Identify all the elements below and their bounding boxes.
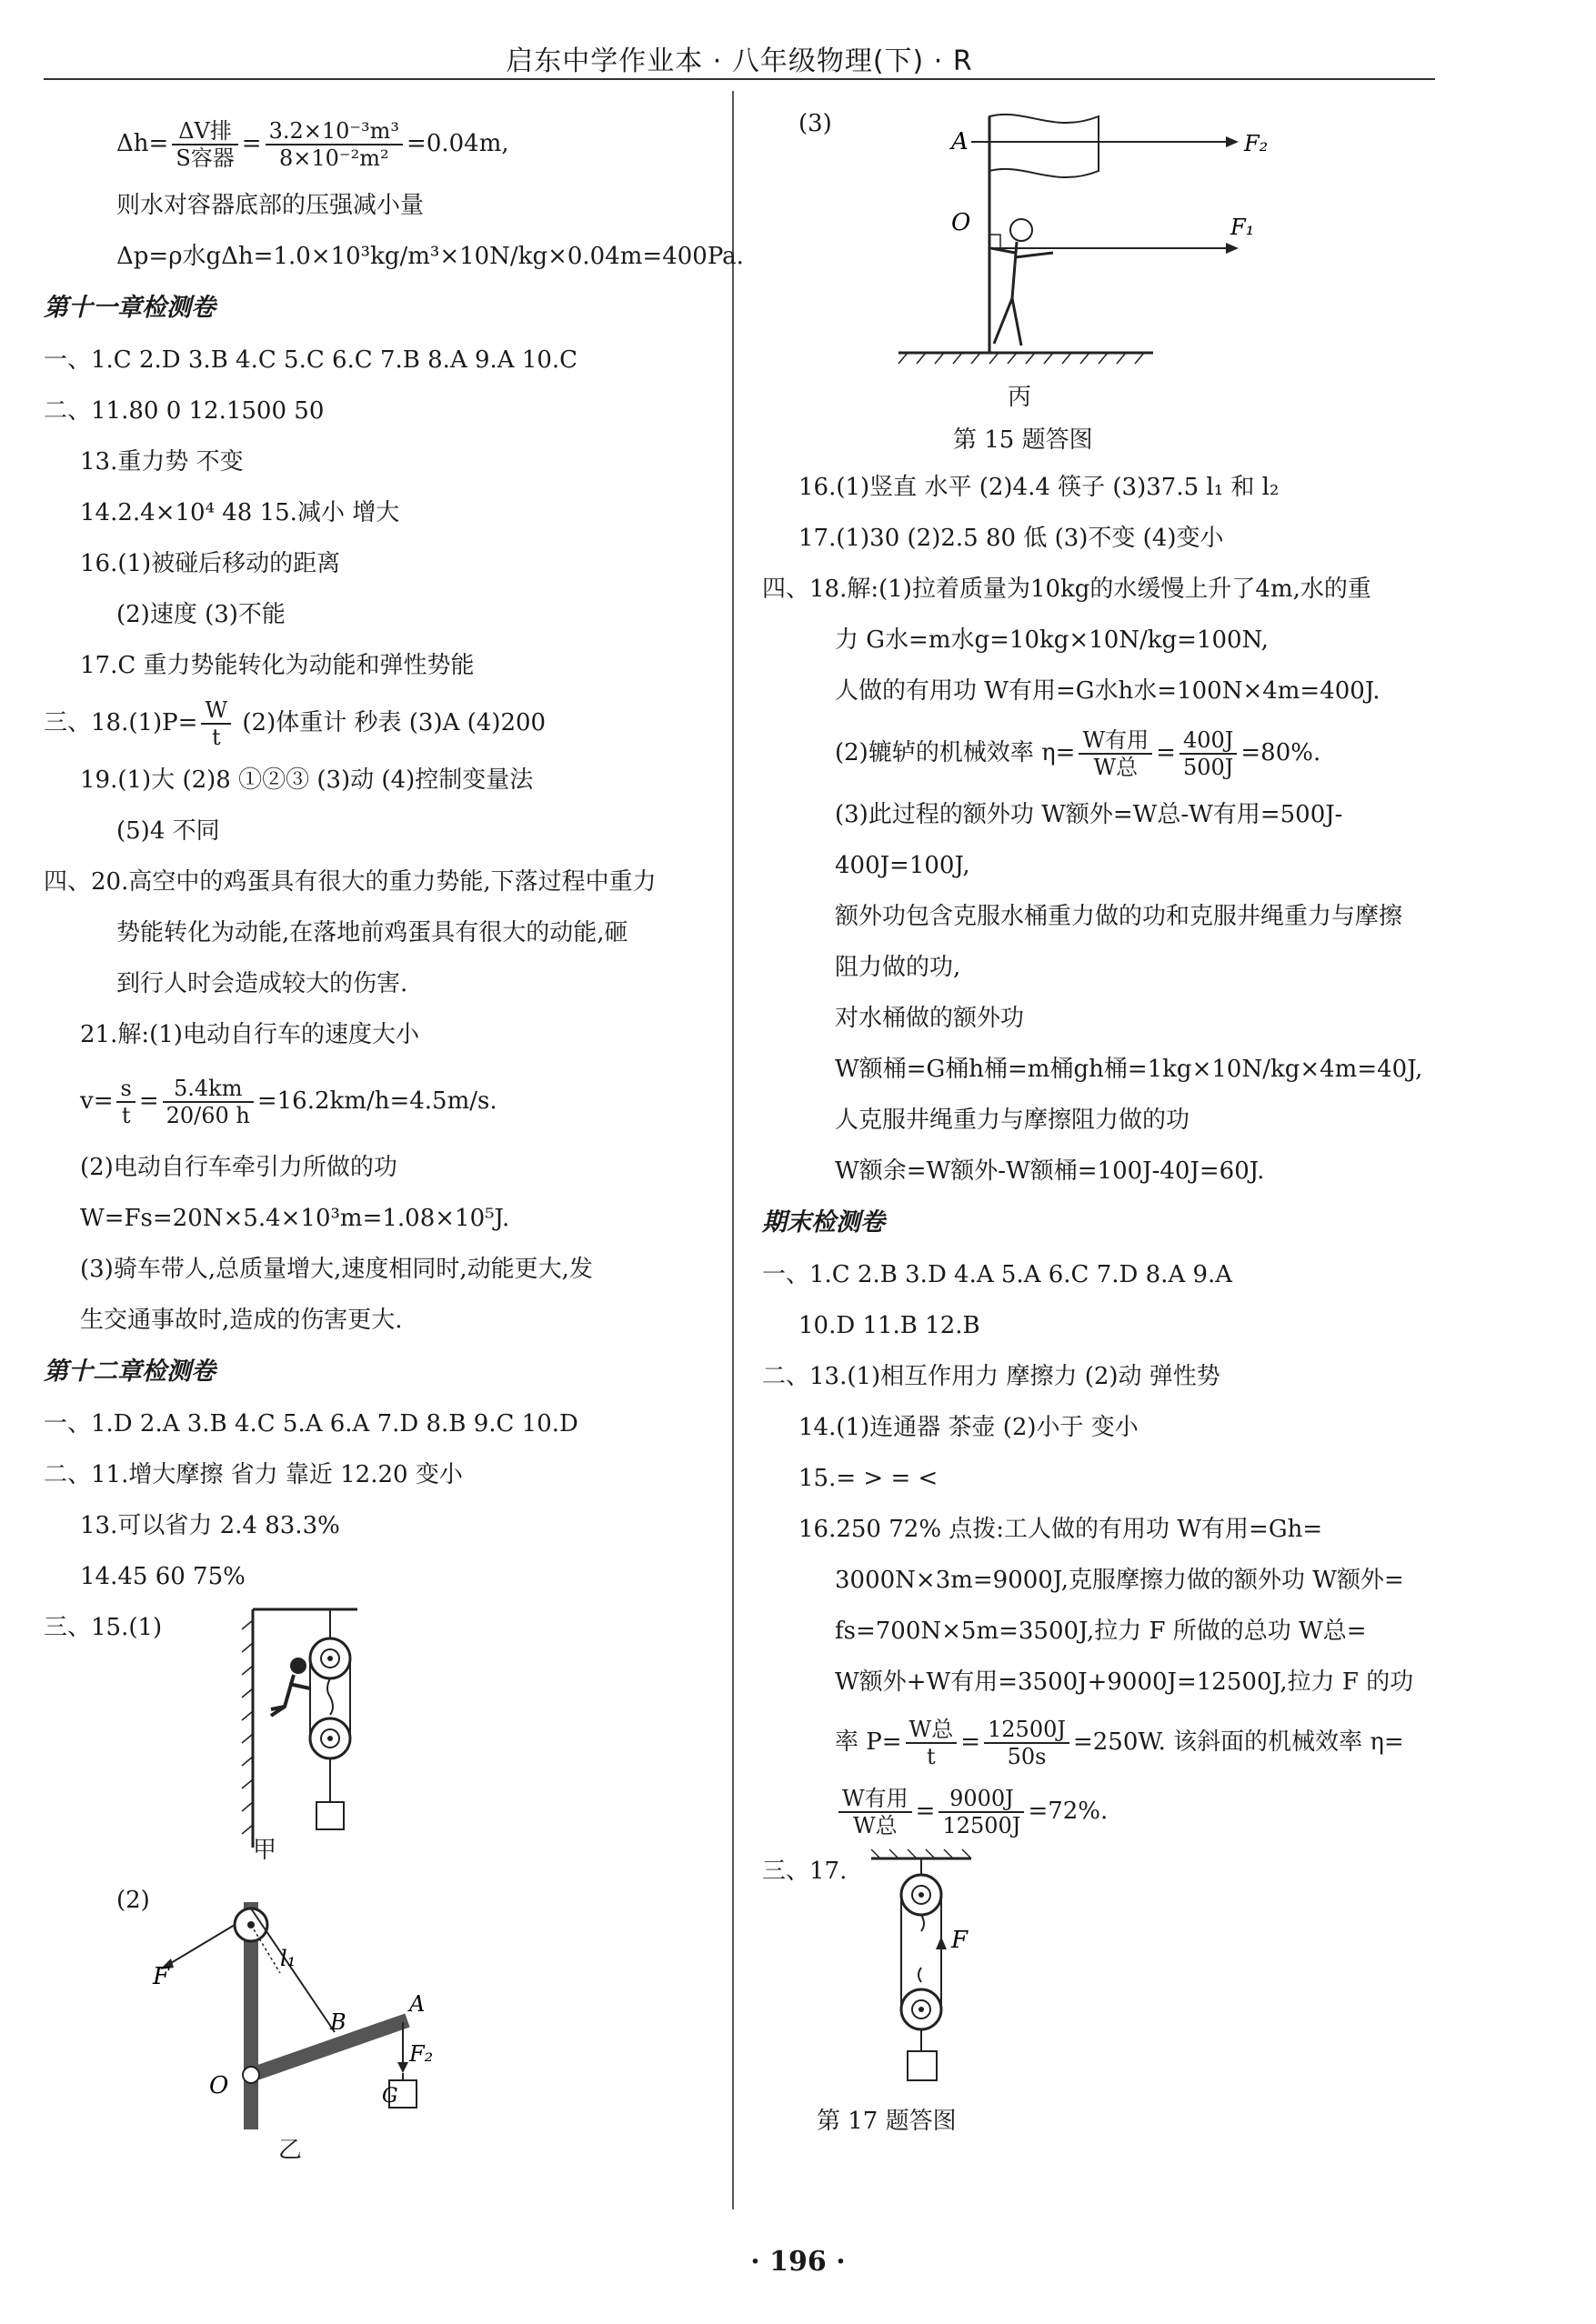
fraction (163, 1076, 254, 1128)
fraction (201, 697, 231, 750)
numerator: W (201, 697, 231, 725)
answer-line: 二、11.增大摩擦 省力 靠近 12.20 变小 (44, 1461, 463, 1488)
label-O: O (209, 2072, 229, 2099)
label-O: O (951, 209, 971, 236)
answer-line: 16.(1)被碰后移动的距离 (80, 550, 341, 577)
denominator: W总 (853, 1813, 898, 1838)
answer-line: 三、17. (762, 1858, 848, 1885)
flag-diagram-bing (835, 107, 1344, 407)
answer-line: W额余=W额外-W额桶=100J-40J=60J. (835, 1157, 1265, 1185)
denominator: 8×10⁻²m² (279, 145, 389, 171)
answer-line: 14.45 60 75% (80, 1563, 246, 1590)
figure-17 (762, 1846, 1435, 2146)
formula-text: 三、18.(1)P= (44, 709, 198, 736)
fraction (172, 118, 237, 171)
numerator: 3.2×10⁻³m³ (266, 118, 403, 145)
answer-line: W=Fs=20N×5.4×10³m=1.08×10⁵J. (80, 1205, 510, 1232)
text-line: Δp=ρ水gΔh=1.0×10³kg/m³×10N/kg×0.04m=400Pa. (116, 243, 744, 270)
right-column (762, 107, 1435, 2146)
answer-line: 一、1.D 2.A 3.B 4.C 5.A 6.A 7.D 8.B 9.C 10.D (44, 1410, 578, 1437)
numerator: 400J (1179, 727, 1237, 755)
left-column (44, 107, 744, 2166)
answer-line: 16.250 72% 点拨:工人做的有用功 W有用=Gh= (798, 1516, 1323, 1543)
numerator: s (116, 1076, 135, 1103)
label-F2: F₂ (409, 2041, 434, 2067)
numerator: 5.4km (163, 1076, 254, 1103)
answer-line: 3000N×3m=9000J,克服摩擦力做的额外功 W额外= (835, 1567, 1404, 1594)
numerator: W有用 (1079, 727, 1152, 755)
answer-line: 二、11.80 0 12.1500 50 (44, 397, 325, 425)
answer-line: 对水桶做的额外功 (835, 1005, 1025, 1032)
formula-efficiency: (2)辘轳的机械效率 η= $\frac{\text{W有用}}{\text{W总}}$ = $\frac{400J}{500J}$ =80%. (835, 727, 1321, 780)
denominator: 50s (1007, 1744, 1047, 1769)
answer-line: (3)骑车带人,总质量增大,速度相同时,动能更大,发 (80, 1256, 593, 1283)
answer-line: 17.(1)30 (2)2.5 80 低 (3)不变 (4)变小 (798, 525, 1224, 552)
formula-text: v= (80, 1087, 114, 1115)
denominator: t (121, 1103, 131, 1128)
denominator: 500J (1182, 755, 1234, 780)
formula-power: 率 P= $\frac{\text{W总}}{t}$ = $\frac{12500J}{50s}$ =250W. 该斜面的机械效率 η= (835, 1717, 1404, 1769)
answer-line: 17.C 重力势能转化为动能和弹性势能 (80, 652, 475, 679)
answer-line: W额桶=G桶h桶=m桶gh桶=1kg×10N/kg×4m=40J, (835, 1056, 1423, 1083)
label-F1: F₁ (1230, 215, 1255, 240)
answer-line: 三、15.(1) (44, 1614, 163, 1641)
numerator: W有用 (838, 1786, 912, 1813)
answer-line: 10.D 11.B 12.B (798, 1312, 980, 1339)
answer-line: 16.(1)竖直 水平 (2)4.4 筷子 (3)37.5 l₁ 和 l₂ (798, 474, 1280, 501)
figure-bing (762, 107, 1435, 462)
answer-line: 生交通事故时,造成的伤害更大. (80, 1307, 403, 1334)
formula-text: =72%. (1028, 1798, 1109, 1825)
answer-line: 14.2.4×10⁴ 48 15.减小 增大 (80, 499, 400, 526)
denominator: 12500J (942, 1813, 1021, 1838)
figure-caption: 甲 (253, 1837, 277, 1864)
answer-line: fs=700N×5m=3500J,拉力 F 所做的总功 W总= (835, 1618, 1367, 1645)
answer-line: 13.可以省力 2.4 83.3% (80, 1512, 340, 1539)
formula-text: (2)体重计 秒表 (3)A (4)200 (235, 709, 547, 736)
figure-jia (44, 1602, 718, 1866)
answer-line: 一、1.C 2.D 3.B 4.C 5.C 6.C 7.B 8.A 9.A 10.C (44, 346, 578, 374)
numerator: W总 (906, 1717, 958, 1744)
numerator: 9000J (939, 1786, 1024, 1813)
answer-line: 15.= > = < (798, 1465, 939, 1492)
page-number: · 196 · (750, 2246, 846, 2278)
section-title-ch12: 第十二章检测卷 (44, 1357, 216, 1386)
denominator: t (211, 725, 221, 750)
fraction (1179, 727, 1237, 780)
formula-text: =250W. 该斜面的机械效率 η= (1072, 1728, 1404, 1756)
text-line: 则水对容器底部的压强减小量 (116, 192, 425, 219)
label-G: G (382, 2085, 398, 2108)
answer-line: 14.(1)连通器 茶壶 (2)小于 变小 (798, 1414, 1139, 1441)
pulley-diagram-17 (817, 1846, 1089, 2100)
numerator: 12500J (984, 1717, 1069, 1744)
fraction (1079, 727, 1152, 780)
denominator: S容器 (176, 145, 235, 171)
label-B: B (330, 2009, 346, 2035)
denominator: 20/60 h (166, 1103, 250, 1128)
answer-line: (2) (116, 1887, 150, 1914)
formula-delta-h: Δh= $\frac{\text{ΔV排}}{\text{S容器}}$ = $\frac{\text{3.2×10⁻³m³}}{\text{8×10⁻²m²}}$ =0.04m, (116, 118, 509, 171)
answer-line: 四、20.高空中的鸡蛋具有很大的重力势能,下落过程中重力 (44, 868, 657, 896)
label-A: A (951, 128, 969, 155)
figure-caption: 第 17 题答图 (817, 2108, 957, 2135)
section-title-final: 期末检测卷 (762, 1208, 885, 1237)
figure-caption: 丙 (1008, 384, 1032, 411)
answer-line: 力 G水=m水g=10kg×10N/kg=100N, (835, 626, 1269, 654)
answer-line: 人做的有用功 W有用=G水h水=100N×4m=400J. (835, 677, 1380, 705)
answer-line: 21.解:(1)电动自行车的速度大小 (80, 1021, 419, 1048)
formula-text: (2)辘轳的机械效率 η= (835, 739, 1076, 766)
fraction (266, 118, 403, 171)
answer-line: 400J=100J, (835, 852, 970, 879)
label-l1: l₁ (280, 1946, 296, 1971)
pulley-diagram-jia (198, 1602, 471, 1866)
formula-velocity: v= $\frac{s}{t}$ = $\frac{5.4km}{20/60 h}$ =16.2km/h=4.5m/s. (80, 1076, 497, 1128)
answer-line: 一、1.C 2.B 3.D 4.A 5.A 6.C 7.D 8.A 9.A (762, 1261, 1233, 1288)
formula-text: =16.2km/h=4.5m/s. (256, 1087, 497, 1115)
fraction (116, 1076, 135, 1128)
numerator: ΔV排 (172, 118, 237, 145)
answer-line: 二、13.(1)相互作用力 摩擦力 (2)动 弹性势 (762, 1363, 1220, 1390)
formula-text: =80%. (1240, 739, 1321, 766)
answer-line: 额外功包含克服水桶重力做的功和克服井绳重力与摩擦 (835, 903, 1403, 930)
answer-line: 阻力做的功, (835, 954, 961, 981)
label-A: A (409, 1991, 426, 2017)
denominator: W总 (1093, 755, 1139, 780)
column-divider (732, 91, 734, 2209)
answer-line (44, 691, 718, 755)
answer-line: (2)电动自行车牵引力所做的功 (80, 1154, 397, 1181)
fraction (838, 1786, 912, 1838)
formula-text: =0.04m, (407, 130, 509, 157)
label-F2: F₂ (1244, 131, 1269, 156)
figure-caption: 乙 (278, 2137, 303, 2164)
page-header: 启东中学作业本 · 八年级物理(下) · R (506, 45, 973, 77)
label-F: F (153, 1963, 170, 1990)
lever-diagram-yi (144, 1875, 617, 2166)
answer-line: 势能转化为动能,在落地前鸡蛋具有很大的动能,砸 (116, 919, 628, 947)
label-F: F (951, 1927, 969, 1954)
answer-line: 19.(1)大 (2)8 ①②③ (3)动 (4)控制变量法 (80, 766, 534, 794)
formula-text: Δh= (116, 130, 169, 157)
answer-line: (3)此过程的额外功 W额外=W总-W有用=500J- (835, 801, 1343, 828)
answer-line: 人克服井绳重力与摩擦阻力做的功 (835, 1107, 1190, 1134)
section-title-ch11: 第十一章检测卷 (44, 294, 216, 322)
answer-line: (5)4 不同 (116, 817, 220, 845)
answer-line: (3) (798, 110, 832, 137)
fraction (939, 1786, 1024, 1838)
figure-yi (44, 1875, 718, 2166)
fraction (984, 1717, 1069, 1769)
fraction (906, 1717, 958, 1769)
answer-line: W额外+W有用=3500J+9000J=12500J,拉力 F 的功 (835, 1668, 1414, 1696)
formula-efficiency-final: $\frac{\text{W有用}}{\text{W总}}$ = $\frac{9000J}{12500J}$ =72%. (762, 1777, 1435, 1846)
answer-line: 四、18.解:(1)拉着质量为10kg的水缓慢上升了4m,水的重 (762, 576, 1371, 603)
figure-caption: 第 15 题答图 (953, 426, 1093, 454)
answer-line: (2)速度 (3)不能 (116, 601, 286, 628)
header-rule (44, 78, 1435, 80)
answer-line: 到行人时会造成较大的伤害. (116, 970, 408, 997)
answer-line: 13.重力势 不变 (80, 448, 244, 476)
denominator: t (927, 1744, 936, 1769)
formula-text: 率 P= (835, 1728, 902, 1756)
